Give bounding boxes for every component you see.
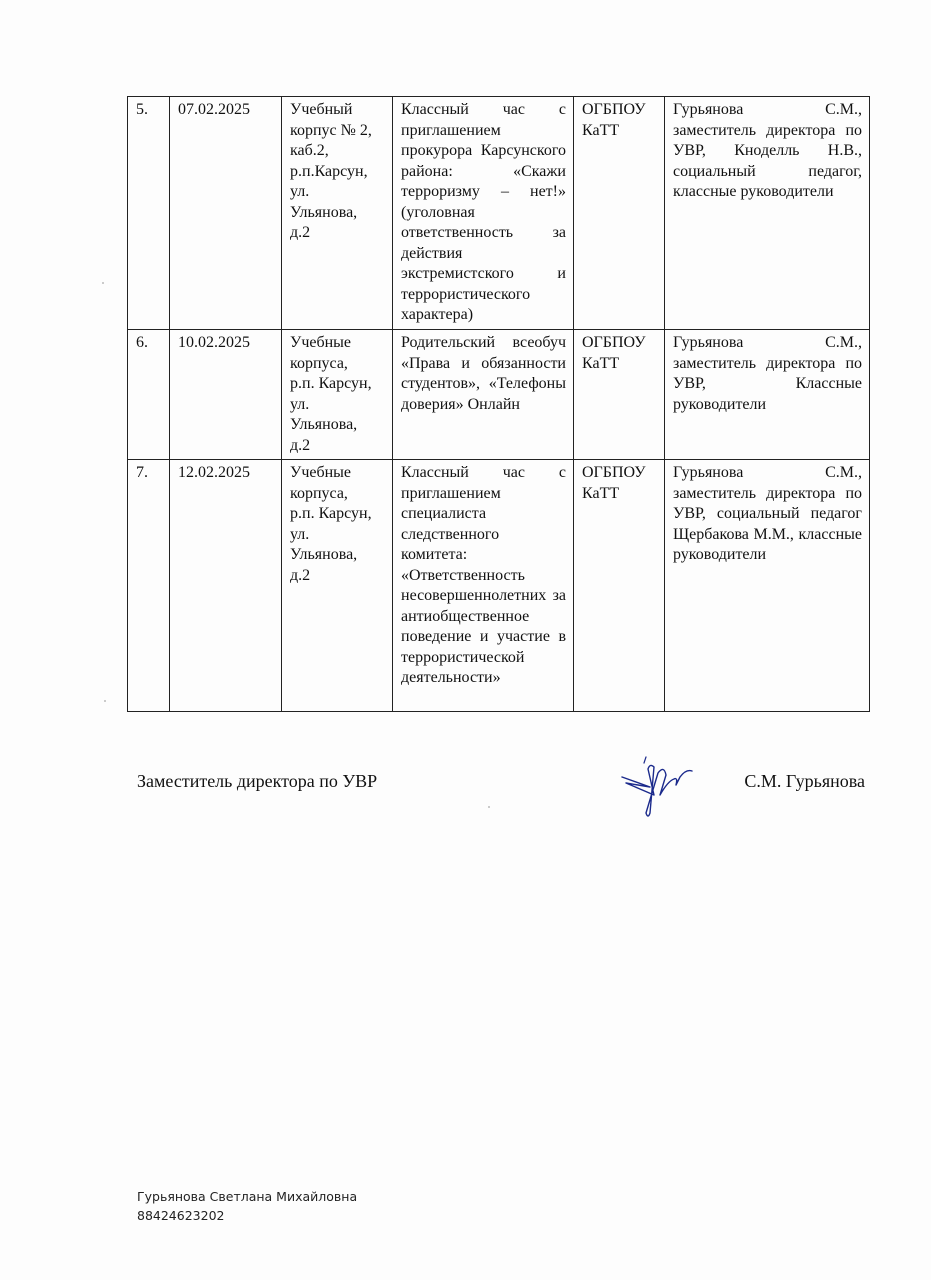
place-line: ул. <box>290 395 310 413</box>
place-line: ул. <box>290 183 310 200</box>
place-line: р.п.Карсун, <box>290 162 368 180</box>
organization: ОГБПОУ КаТТ <box>574 330 665 460</box>
row-number: 5. <box>128 97 170 330</box>
event-place <box>282 330 393 460</box>
place-line: р.п. Карсун, <box>290 375 372 392</box>
scan-speck <box>488 806 490 808</box>
organization: ОГБПОУ КаТТ <box>574 460 665 712</box>
place-line: д.2 <box>290 566 311 584</box>
place-line: д.2 <box>290 436 311 454</box>
handwritten-signature <box>620 755 710 827</box>
row-number: 7. <box>128 460 170 712</box>
responsible-persons: Гурьянова С.М., заместитель директора по УВР, Классные руководители <box>665 330 870 460</box>
place-line: ул. <box>290 525 310 543</box>
scan-speck <box>102 282 104 284</box>
place-line: д.2 <box>290 224 311 241</box>
event-date: 07.02.2025 <box>170 97 282 330</box>
executor-phone: 88424623202 <box>137 1208 225 1223</box>
responsible-persons: Гурьянова С.М., заместитель директора по УВР, Кноделль Н.В., социальный педагог, классные руководители <box>665 97 870 330</box>
executor-name: Гурьянова Светлана Михайловна <box>137 1189 358 1204</box>
place-line: корпус № 2, <box>290 121 372 139</box>
event-place <box>282 97 393 330</box>
place-line: корпуса, <box>290 354 348 372</box>
row-number: 6. <box>128 330 170 460</box>
place-line: р.п. Карсун, <box>290 505 372 522</box>
event-date: 10.02.2025 <box>170 330 282 460</box>
table-row <box>128 330 870 460</box>
signer-position: Заместитель директора по УВР <box>137 771 378 791</box>
responsible-persons: Гурьянова С.М., заместитель директора по УВР, социальный педагог Щербакова М.М., классные руководители <box>665 460 870 712</box>
signer-name: С.М. Гурьянова <box>744 771 865 791</box>
place-line: Ульянова, <box>290 546 358 563</box>
place-line: Учебный <box>290 101 353 118</box>
table-row <box>128 460 870 712</box>
signature-block <box>137 771 867 831</box>
event-description: Классный час с приглашением прокурора Карсунского района: «Скажи терроризму – нет!» (уголовная ответственность за действия экстремистского и террористического характера) <box>393 97 574 330</box>
place-line: Ульянова, <box>290 203 358 221</box>
place-line: корпуса, <box>290 484 348 502</box>
event-description: Родительский всеобуч «Права и обязанности студентов», «Телефоны доверия» Онлайн <box>393 330 574 460</box>
place-line: Учебные <box>290 334 352 351</box>
executor-footer <box>137 1187 357 1225</box>
organization: ОГБПОУ КаТТ <box>574 97 665 330</box>
event-place <box>282 460 393 712</box>
event-date: 12.02.2025 <box>170 460 282 712</box>
table-row <box>128 97 870 330</box>
events-table <box>127 96 870 712</box>
place-line: каб.2, <box>290 142 329 159</box>
place-line: Учебные <box>290 464 352 481</box>
scan-speck <box>104 700 106 702</box>
event-description: Классный час с приглашением специалиста следственного комитета: «Ответственность несовершеннолетних за антиобщественное поведение и участие в террористической деятельности» <box>393 460 574 712</box>
place-line: Ульянова, <box>290 416 358 433</box>
